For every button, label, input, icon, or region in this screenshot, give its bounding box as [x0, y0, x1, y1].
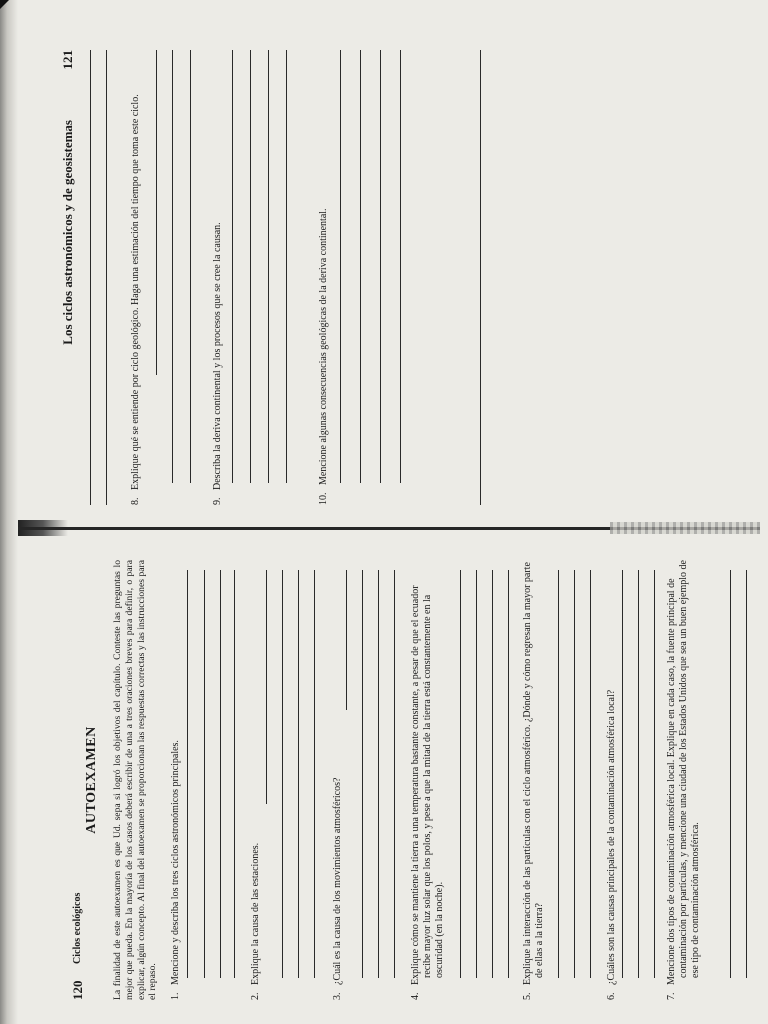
- answer-line: [106, 50, 107, 505]
- question-3-number: 3.: [332, 992, 343, 1000]
- answer-line: [234, 570, 235, 978]
- answer-line: [476, 570, 477, 978]
- question-10-text: Mencione algunas consecuencias geológicas de la deriva continental.: [318, 208, 329, 485]
- intro-paragraph: La finalidad de este autoexamen es que Ud. sepa si logró los objetivos del capítulo. Conteste las preguntas lo mejor que pueda. En la mayoría de los casos deberá escribir de una a tres oraciones breves para definir, o para explicar, algún concepto. Al final del autoexamen se proporcionan las respuestas correctas y las instrucciones para el repaso.: [112, 560, 159, 1000]
- answer-line: [558, 570, 559, 978]
- answer-line: [250, 50, 251, 483]
- page-121: [60, 50, 750, 505]
- question-8-number: 8.: [130, 497, 141, 505]
- answer-line: [508, 570, 509, 978]
- answer-line: [590, 570, 591, 978]
- answer-line: [360, 50, 361, 483]
- question-4: [410, 560, 446, 1000]
- question-6: [606, 560, 618, 1000]
- question-3: [332, 560, 344, 1000]
- answer-line: [492, 570, 493, 978]
- chapter-title: Ciclos ecológicos: [72, 892, 83, 964]
- question-7: [666, 560, 702, 1000]
- question-5-number: 5.: [522, 992, 533, 1000]
- question-4-number: 4.: [410, 992, 421, 1000]
- answer-line: [314, 570, 315, 978]
- section-title-autoexamen: AUTOEXAMEN: [84, 726, 99, 834]
- answer-line: [220, 570, 221, 978]
- question-5: [522, 560, 546, 1000]
- question-8: [130, 50, 142, 505]
- question-2: [250, 560, 262, 1000]
- scan-edge-shadow: [0, 0, 18, 1024]
- question-6-text: ¿Cuáles son las causas principales de la contaminación atmosférica local?: [606, 689, 617, 985]
- question-2-text: Explique la causa de las estaciones.: [250, 842, 261, 985]
- question-4-text: Explique cómo se mantiene la tierra a una temperatura bastante constante, a pesar de que el ecuador recibe mayor luz solar que los polos, y pese a que la mitad de la tierra está constantemente en la oscuridad (en la noche).: [410, 585, 445, 985]
- question-9: [212, 50, 224, 505]
- answer-line: [268, 50, 269, 483]
- question-2-number: 2.: [250, 992, 261, 1000]
- answer-line: [380, 50, 381, 483]
- running-head: Los ciclos astronómicos y de geosistemas: [60, 120, 75, 345]
- question-10: [318, 50, 330, 505]
- question-3-text: ¿Cuál es la causa de los movimientos atmosféricos?: [332, 777, 343, 985]
- answer-line: [90, 50, 91, 505]
- answer-line: [362, 570, 363, 978]
- answer-line: [480, 50, 481, 505]
- answer-line: [654, 570, 655, 978]
- question-7-number: 7.: [666, 992, 677, 1000]
- answer-line: [286, 50, 287, 483]
- answer-line: [746, 570, 747, 978]
- answer-line: [282, 570, 283, 978]
- page-120: [70, 560, 750, 1000]
- answer-line: [266, 570, 267, 804]
- answer-line: [298, 570, 299, 978]
- question-1-number: 1.: [170, 992, 181, 1000]
- answer-line: [340, 50, 341, 483]
- answer-line: [204, 570, 205, 978]
- question-9-text: Describa la deriva continental y los procesos que se cree la causan.: [212, 222, 223, 490]
- page-number-121: 121: [60, 50, 75, 70]
- answer-line: [460, 570, 461, 978]
- answer-line: [190, 50, 191, 483]
- question-1-text: Mencione y describa los tres ciclos astronómicos principales.: [170, 740, 181, 985]
- answer-line: [394, 570, 395, 978]
- answer-line: [400, 50, 401, 483]
- answer-line: [346, 570, 347, 710]
- scan-corner-mark: [0, 0, 9, 9]
- answer-line: [156, 50, 157, 375]
- answer-line: [232, 50, 233, 483]
- question-6-number: 6.: [606, 992, 617, 1000]
- book-spine-gutter: [18, 520, 760, 536]
- gutter-shadow-right: [610, 522, 760, 534]
- question-9-number: 9.: [212, 497, 223, 505]
- answer-line: [638, 570, 639, 978]
- question-8-text: Explique qué se entiende por ciclo geológico. Haga una estimación del tiempo que toma este ciclo.: [130, 94, 141, 490]
- answer-line: [378, 570, 379, 978]
- answer-line: [574, 570, 575, 978]
- answer-line: [172, 50, 173, 483]
- answer-line: [730, 570, 731, 978]
- question-10-number: 10.: [318, 492, 329, 505]
- answer-line: [622, 570, 623, 978]
- question-5-text: Explique la interacción de las partículas con el ciclo atmosférico. ¿Dónde y cómo regresan la mayor parte de ellas a la tierra?: [522, 562, 545, 985]
- question-7-text: Mencione dos tipos de contaminación atmosférica local. Explique en cada caso, la fuente principal de contaminación por partículas, y mencione una ciudad de los Estados Unidos que sea un buen ejemplo de ese tipo de contaminación atmosférica.: [666, 560, 701, 985]
- page-number-120: 120: [70, 980, 85, 1000]
- question-1: [170, 560, 182, 1000]
- answer-line: [187, 570, 188, 978]
